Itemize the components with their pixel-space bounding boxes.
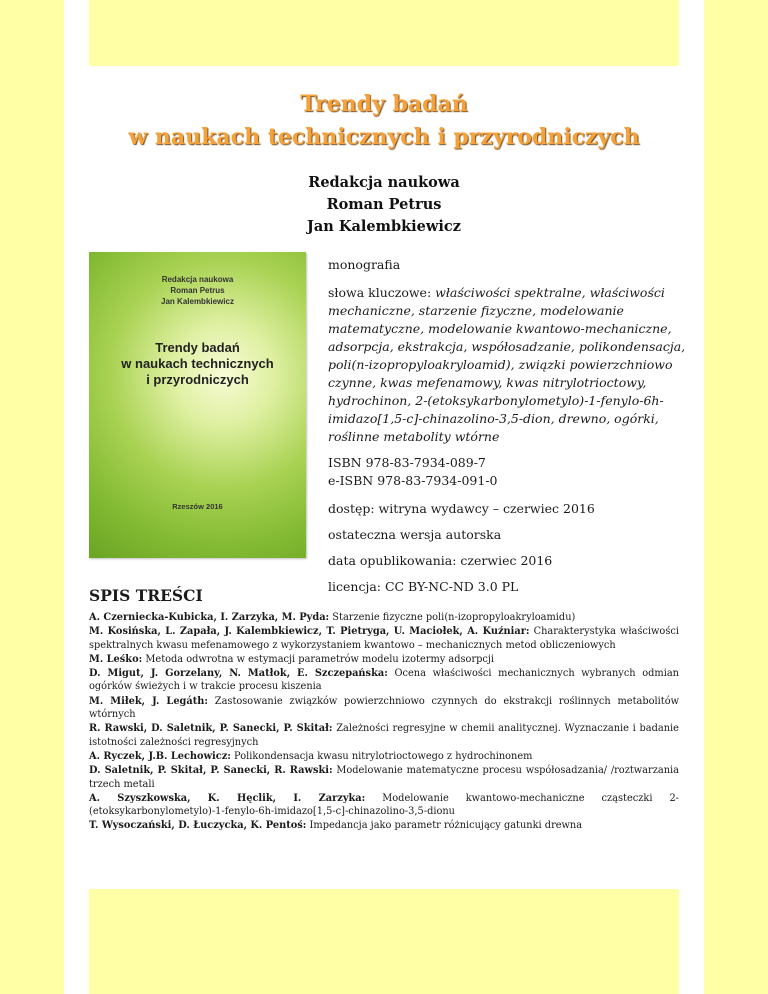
toc-authors: A. Szyszkowska, K. Hęclik, I. Zarzyka: [89,792,366,804]
book-cover-image [89,252,306,558]
toc-authors: A. Ryczek, J.B. Lechowicz: [89,750,231,762]
toc-title: Zależności regresyjne w chemii analitycznej. Wyznaczanie i badanie istotności zależności regresyjnych [89,723,679,748]
toc-title: Charakterystyka właściwości spektralnych kwasu mefenamowego z wykorzystaniem kwantowo – mechanicznych metod obliczeniowych [89,626,679,651]
editor-name: Jan Kalembkiewicz [307,218,461,235]
toc-title: Metoda odwrotna w estymacji parametrów modelu izotermy adsorpcji [145,653,495,665]
toc-title: Starzenie fizyczne poli(n-izopropyloakryloamidu) [332,612,576,623]
version-info: ostateczna wersja autorska [328,527,502,542]
toc-title: Polikondensacja kwasu nitrylotrioctowego z hydrochinonem [234,750,533,762]
keywords-label: słowa kluczowe: [328,285,432,300]
right-decor-strip [704,0,768,994]
toc-item [89,611,679,625]
editor-name: Roman Petrus [326,196,442,213]
toc-title: Ocena właściwości mechanicznych wybranych odmian ogórków świeżych i w trakcie procesu kiszenia [89,667,679,693]
editors-block [64,172,704,238]
toc-authors: D. Migut, J. Gorzelany, N. Matłok, E. Szczepańska: [89,667,388,679]
toc-heading: SPIS TREŚCI [89,586,203,605]
eisbn: e-ISBN 978-83-7934-091-0 [328,473,498,488]
title-line-1: Trendy badań [300,91,468,117]
toc-authors: R. Rawski, D. Saletnik, P. Sanecki, P. Skitał: [89,723,333,735]
toc-item [89,722,679,749]
toc-item [89,750,679,764]
cover-editor-name: Roman Petrus [170,286,225,295]
toc-item [89,695,679,722]
toc-authors: M. Miłek, J. Legáth: [89,695,209,707]
published-date: data opublikowania: czerwiec 2016 [328,553,553,568]
toc-authors: A. Czerniecka-Kubicka, I. Zarzyka, M. Pyda: [89,612,330,623]
toc-authors: M. Leśko: [89,653,143,665]
cover-title-line: Trendy badań [155,340,240,355]
isbn: ISBN 978-83-7934-089-7 [328,455,486,470]
cover-place-year: Rzeszów 2016 [172,502,223,511]
toc-authors: T. Wysoczański, D. Łuczycka, K. Pentoś: [89,820,307,832]
editors-label: Redakcja naukowa [308,174,460,191]
cover-editor-name: Jan Kalembkiewicz [161,297,234,306]
keywords-text: właściwości spektralne, właściwości mechaniczne, starzenie fizyczne, modelowanie matematyczne, modelowanie kwantowo-mechaniczne, adsorpcja, ekstrakcja, współosadzanie, polikondensacja, poli(n-izopropyloakryloamid), związki powierzchniowo czynne, kwas mefenamowy, kwas nitrylotrioctowy, hydrochinon, 2-(etoksykarbonylometylo)-1-fenylo-6h-imidazo[1,5-c]-chinazolino-3,5-dion, drewno, ogórki, roślinne metabolity wtórne [328,285,686,444]
toc-authors: D. Saletnik, P. Skitał, P. Sanecki, R. Rawski: [89,765,333,777]
page-title [64,88,704,154]
toc-item [89,764,679,791]
keywords [328,284,688,446]
access-info: dostęp: witryna wydawcy – czerwiec 2016 [328,501,595,516]
toc-title: Modelowanie matematyczne procesu współosadzania/ /roztwarzania trzech metali [89,765,679,790]
cover-title-line: w naukach technicznych [121,356,274,371]
toc-title: Impedancja jako parametr różnicujący gatunki drewna [309,820,583,832]
bottom-decor-band [89,889,679,994]
cover-title [89,340,306,388]
table-of-contents [89,611,679,834]
toc-authors: M. Kosińska, L. Zapała, J. Kalembkiewicz, T. Pietryga, U. Maciołek, A. Kuźniar: [89,626,530,638]
cover-editors-label: Redakcja naukowa [161,275,234,284]
book-metadata [328,256,688,596]
toc-title: Modelowanie kwantowo-mechaniczne cząsteczki 2-(etoksykarbonylometylo)-1-fenylo-6h-imidazo[1,5-c]-chinazolino-3,5-dionu [89,792,679,818]
toc-item [89,819,679,833]
cover-title-line: i przyrodniczych [146,372,249,387]
title-line-2: w naukach technicznych i przyrodniczych [128,124,640,150]
top-decor-band [89,0,679,66]
publication-type: monografia [328,257,401,272]
toc-item [89,653,679,667]
toc-title: Zastosowanie związków powierzchniowo czynnych do ekstrakcji roślinnych metabolitów wtórnych [89,695,679,721]
toc-item [89,667,679,694]
toc-item [89,625,679,652]
left-decor-strip [0,0,64,994]
cover-editors [89,274,306,307]
license-info: licencja: CC BY-NC-ND 3.0 PL [328,579,519,594]
toc-item [89,792,679,819]
